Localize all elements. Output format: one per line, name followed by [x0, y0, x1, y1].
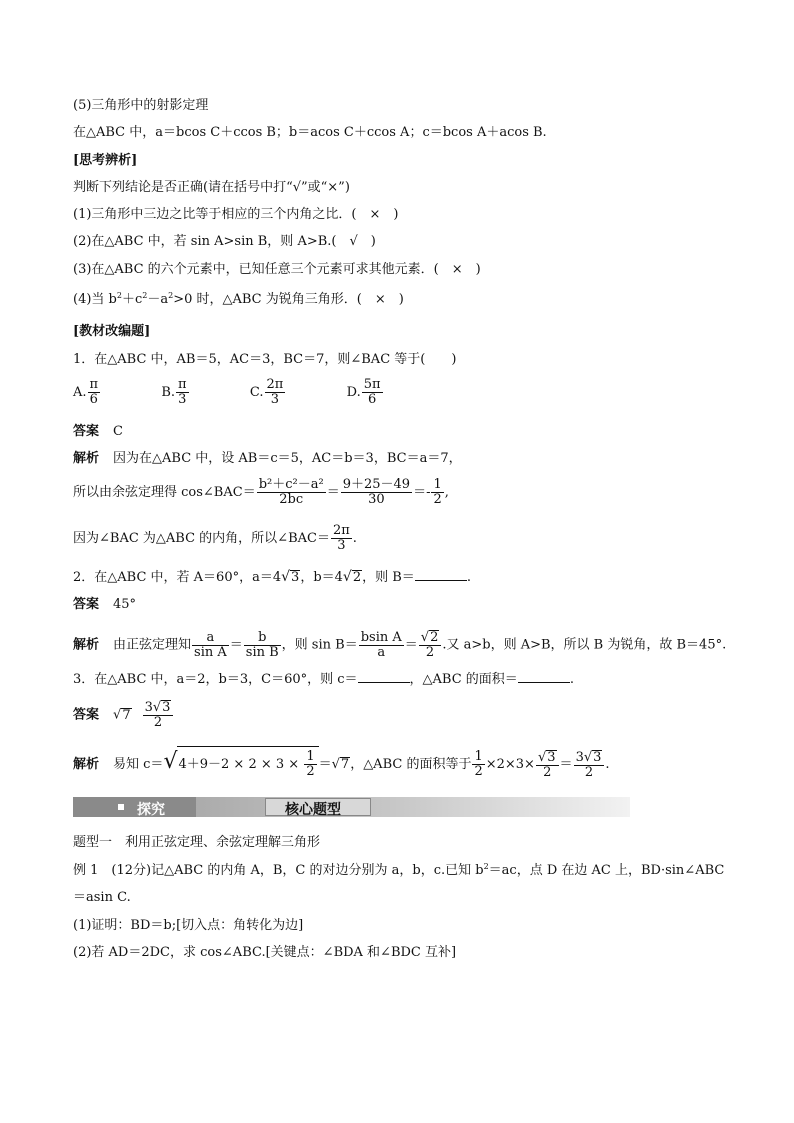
- question-3: 3．在△ABC 中，a＝2，b＝3，C＝60°，则 c＝ ，△ABC 的面积＝ .: [73, 672, 574, 687]
- q3-answer: 答案 √7 $\frac{3√3}{2}$: [73, 700, 174, 730]
- think-header: [思考辨析]: [73, 153, 138, 168]
- banner-right-label: 核心题型: [285, 802, 341, 818]
- analysis-label: 解析: [73, 637, 100, 653]
- example-1-part-1: (1)证明：BD＝b;[切入点：角转化为边]: [73, 918, 304, 933]
- type-1-title: 题型一 利用正弦定理、余弦定理解三角形: [73, 835, 321, 850]
- option-b: B. $\frac{\pi}{3}$: [161, 377, 187, 407]
- option-d: D. $\frac{5\pi}{6}$: [346, 377, 381, 407]
- answer-blank: [415, 568, 467, 581]
- example-1-line-1: 例 1 (12分)记△ABC 的内角 A，B，C 的对边分别为 a，b，c.已知 $b^2=ac$，点 D 在边 AC 上，BD·sin∠ABC: [73, 862, 725, 878]
- bullet-square-icon: [118, 804, 124, 810]
- judgement-3: (3)在△ABC 的六个元素中，已知任意三个元素可求其他元素．( × ): [73, 262, 481, 277]
- answer-label: 答案: [73, 707, 100, 723]
- answer-label: 答案: [73, 597, 100, 612]
- projection-theorem-text: 在△ABC 中，a＝bcos C＋ccos B；b＝acos C＋ccos A；c＝bcos A＋acos B.: [73, 125, 547, 140]
- option-a: A. $\frac{\pi}{6}$: [73, 377, 99, 407]
- q2-analysis: 解析 由正弦定理知 $\frac{a}{\text{sin A}}$ ＝ $\frac{b}{\text{sin B}}$ ，则 sin B＝ $\frac{\text{bsin A}}{a}$ ＝ $\frac{√2}{2}$ .又 a>b，则 A>B，所以 B 为锐角，故 B＝45°.: [73, 629, 727, 660]
- section-5-title: (5)三角形中的射影定理: [73, 98, 209, 113]
- example-1-part-2: (2)若 AD＝2DC，求 cos∠ABC.[关键点：∠BDA 和∠BDC 互补]: [73, 945, 457, 960]
- answer-blank-c: [358, 670, 410, 683]
- judgement-4: (4)当 $b^2+c^2-a^2>0$ 时，△ABC 为锐角三角形．( × ): [73, 291, 404, 307]
- q1-analysis-line-1: 解析 因为在△ABC 中，设 AB＝c＝5，AC＝b＝3，BC＝a＝7，: [73, 451, 462, 466]
- q1-options: [73, 378, 384, 407]
- analysis-label: 解析: [73, 451, 100, 466]
- q1-answer: 答案 C: [73, 424, 123, 439]
- example-1-line-2: ＝asin C.: [73, 890, 131, 905]
- judgement-2: (2)在△ABC 中，若 sin A>sin B，则 A>B.( √ ): [73, 234, 376, 249]
- judge-intro: 判断下列结论是否正确(请在括号中打“√”或“×”): [73, 180, 350, 195]
- judgement-1: (1)三角形中三边之比等于相应的三个内角之比．( × ): [73, 207, 399, 222]
- q2-answer: 答案 45°: [73, 597, 137, 612]
- textbook-header: [教材改编题]: [73, 324, 151, 339]
- section-banner: [73, 797, 630, 817]
- q1-analysis-line-3: 因为∠BAC 为△ABC 的内角，所以∠BAC＝ $\frac{2\pi}{3}$ .: [73, 523, 357, 553]
- banner-left-label: 探究: [137, 802, 165, 818]
- q3-analysis: 解析 易知 c＝√4＋9－2 × 2 × 3 × $\frac{1}{2}$ ＝√7，△ABC 的面积等于 $\frac{1}{2}$ ×2×3× $\frac{√3}{2}$ ＝ $\frac{3√3}{2}$ .: [73, 746, 610, 780]
- q1-analysis-line-2: 所以由余弦定理得 cos∠BAC＝ $\frac{\text{b²＋c²－a²}}{2bc}$ ＝ $\frac{9+25-49}{30}$ ＝- $\frac{1}{2}$ ,: [73, 477, 449, 507]
- answer-blank-area: [518, 670, 570, 683]
- question-1: 1．在△ABC 中，AB＝5，AC＝3，BC＝7，则∠BAC 等于( ): [73, 352, 457, 367]
- question-2: 2．在△ABC 中，若 A＝60°，a＝4√3，b＝4√2，则 B＝ .: [73, 569, 471, 585]
- answer-label: 答案: [73, 424, 100, 439]
- analysis-label: 解析: [73, 757, 100, 772]
- option-c: C. $\frac{2\pi}{3}$: [249, 377, 284, 407]
